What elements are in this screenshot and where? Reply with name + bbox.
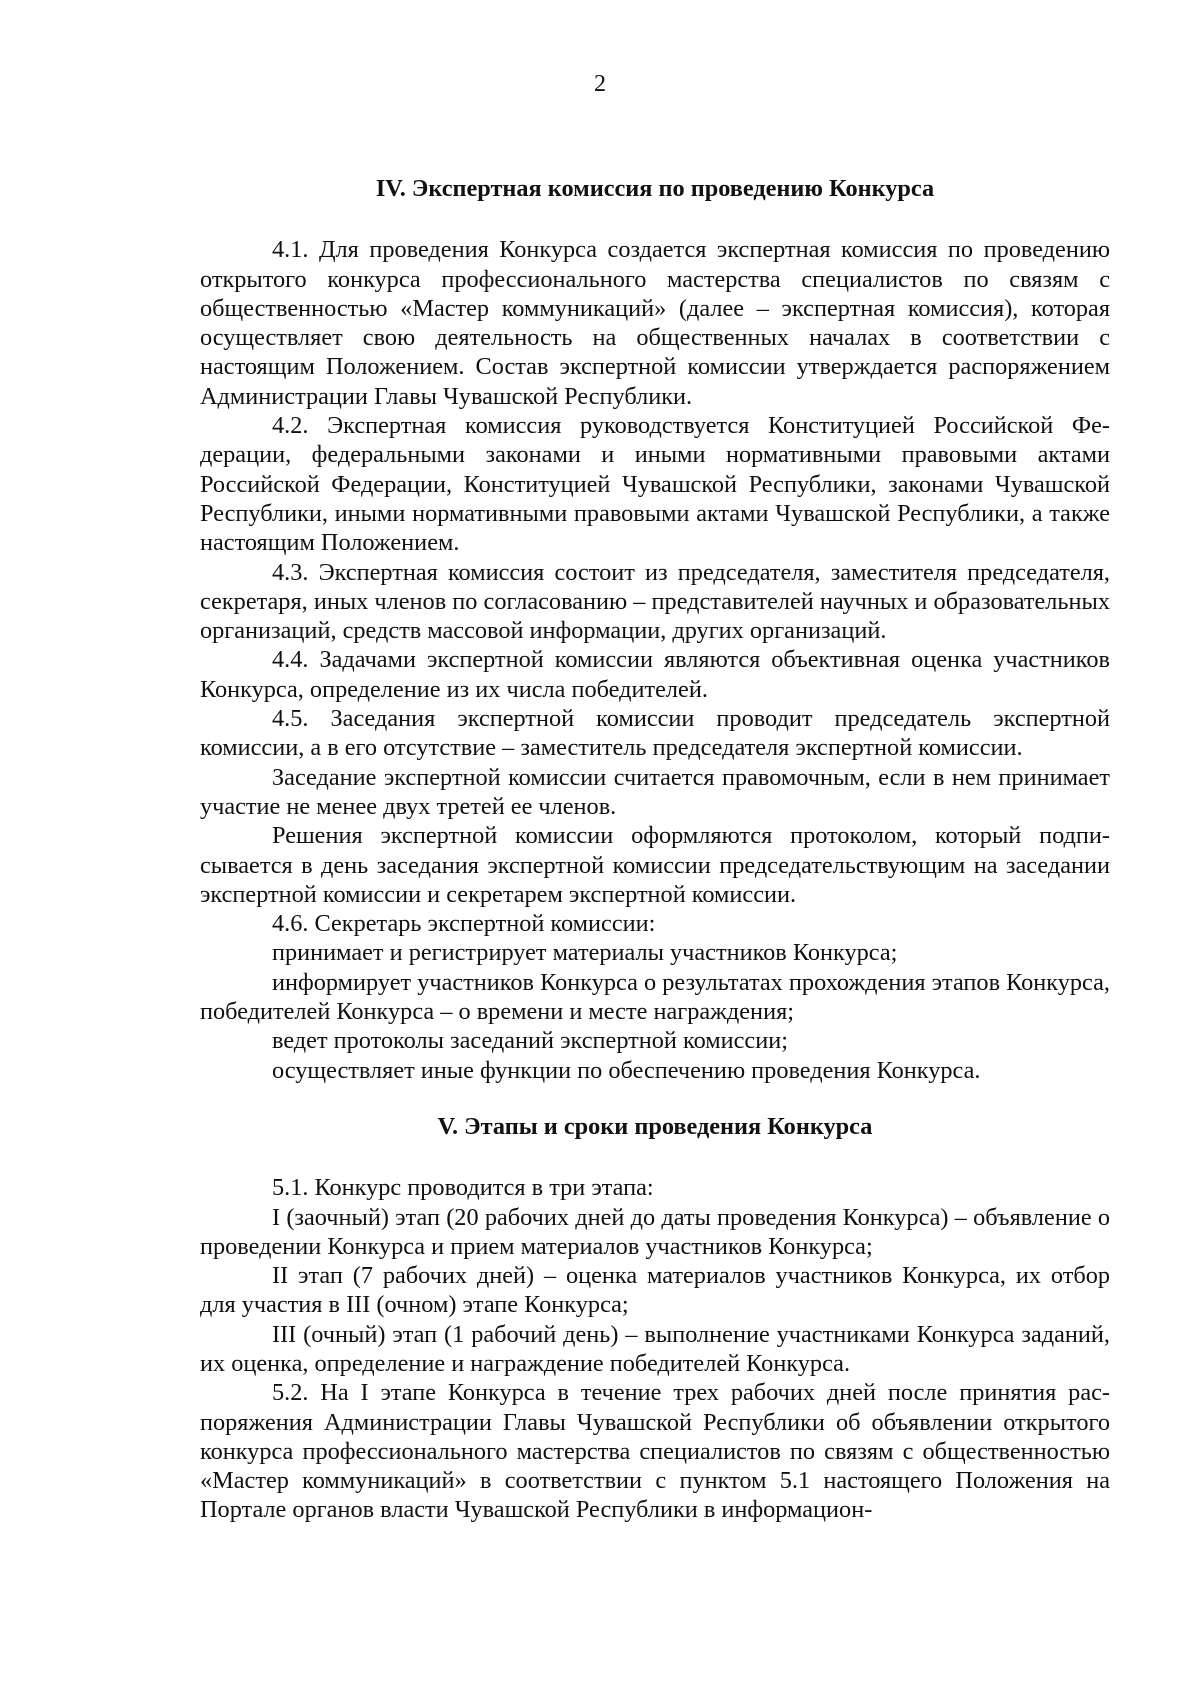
paragraph-4-5-quorum: Заседание экспертной комиссии считается правомочным, если в нем принимает участие не менее двух третей ее членов. bbox=[200, 763, 1110, 820]
paragraph-4-4: 4.4. Задачами экспертной комиссии являются объективная оценка участников Конкурса, определение из их числа победителей. bbox=[200, 646, 1110, 703]
secretary-duty-item: осуществляет иные функции по обеспечению проведения Конкурса. bbox=[272, 1056, 981, 1084]
paragraph-4-5: 4.5. Заседания экспертной комиссии проводит председатель экспертной комиссии, а в его отсутствие – заместитель председателя экспертной комиссии. bbox=[200, 705, 1110, 762]
paragraph-4-2: 4.2. Экспертная комиссия руководствуется Конституцией Российской Федерации, федеральными законами и иными нормативными правовыми актами Российской Федерации, Конституцией Чувашской Республики, законами Чувашской Республики, иными нормативными правовыми актами Чувашской Республики, а также настоящим Положением. bbox=[200, 412, 1110, 557]
stage-item: I (заочный) этап (20 рабочих дней до даты проведения Конкурса) – объявление о проведении Конкурса и прием материалов участников Конкурса; bbox=[200, 1203, 1110, 1260]
section-5-title: V. Этапы и сроки проведения Конкурса bbox=[437, 1112, 873, 1140]
page-number: 2 bbox=[594, 71, 606, 97]
paragraph-4-6: 4.6. Секретарь экспертной комиссии: bbox=[272, 910, 656, 938]
paragraph-5-2: 5.2. На I этапе Конкурса в течение трех рабочих дней после принятия распоряжения Администрации Главы Чувашской Республики об объявлении открытого конкурса профессионального мастерства специалистов по связям с общественностью «Мастер коммуникаций» в соответствии с пунктом 5.1 настоящего Положения на Портале органов власти Чувашской Республики в информацион- bbox=[200, 1379, 1110, 1524]
secretary-duty-item: ведет протоколы заседаний экспертной комиссии; bbox=[272, 1027, 788, 1055]
secretary-duty-item: принимает и регистрирует материалы участников Конкурса; bbox=[272, 939, 898, 967]
paragraph-5-1: 5.1. Конкурс проводится в три этапа: bbox=[272, 1174, 654, 1202]
stage-item: II этап (7 рабочих дней) – оценка материалов участников Конкурса, их отбор для участия в III (очном) этапе Конкурса; bbox=[200, 1262, 1110, 1319]
stage-item: III (очный) этап (1 рабочий день) – выполнение участниками Конкурса заданий, их оценка, определение и награждение победителей Конкурса. bbox=[200, 1320, 1110, 1377]
document-body bbox=[200, 174, 1110, 1525]
section-4-title: IV. Экспертная комиссия по проведению Конкурса bbox=[375, 175, 935, 202]
secretary-duty-item: информирует участников Конкурса о результатах прохождения этапов Конкурса, победителей Конкурса – о времени и месте награждения; bbox=[200, 968, 1110, 1026]
paragraph-4-3: 4.3. Экспертная комиссия состоит из председателя, заместителя председателя, секретаря, иных членов по согласованию – представителей научных и образовательных организаций, средств массовой информации, других организаций. bbox=[200, 558, 1110, 645]
paragraph-4-1: 4.1. Для проведения Конкурса создается экспертная комиссия по проведению открытого конкурса профессионального мастерства специалистов по связям с общественностью «Мастер коммуникаций» (далее – экспертная комиссия), которая осуществляет свою деятельность на общественных началах в соответствии с настоящим Положением. Состав экспертной комиссии утверждается распоряжением Администрации Главы Чувашской Республики. bbox=[200, 236, 1110, 410]
paragraph-4-5-decisions: Решения экспертной комиссии оформляются протоколом, который подписывается в день заседания экспертной комиссии председательствующим на заседании экспертной комиссии и секретарем экспертной комиссии. bbox=[200, 822, 1110, 908]
